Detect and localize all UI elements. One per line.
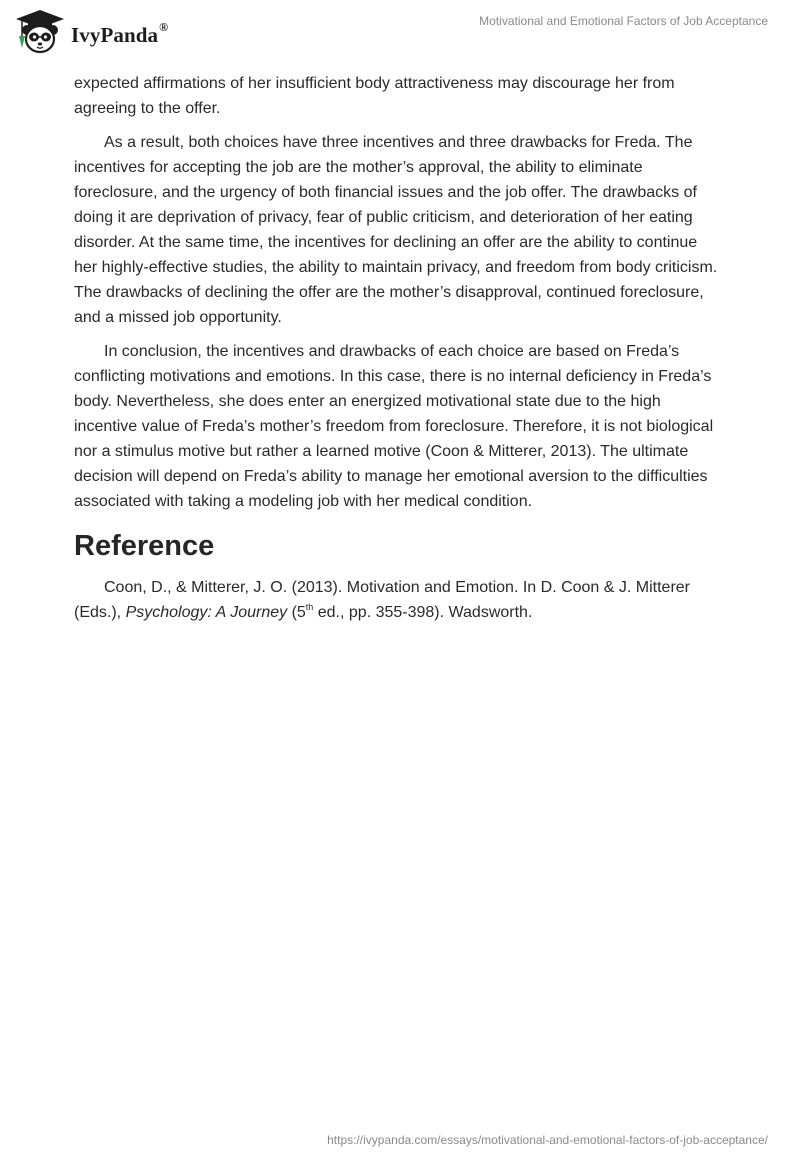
reference-heading: Reference — [74, 530, 215, 562]
brand-name: IvyPanda® — [71, 19, 169, 47]
reference-entry — [74, 575, 724, 625]
panda-graduate-icon — [14, 8, 66, 56]
essay-content — [74, 71, 724, 634]
reference-publisher: ed., pp. 355-398). Wadsworth. — [313, 604, 533, 621]
paragraph-conclusion: In conclusion, the incentives and drawbacks of each choice are based on Freda’s conflicting motivations and emotions. In this case, there is no internal deficiency in Freda’s body. Nevertheless, she does enter an energized motivational state due to the high incentive value of Freda’s mother’s freedom from foreclosure. Therefore, it is not biological nor a stimulus motive but rather a learned motive (Coon & Mitterer, 2013). The ultimate decision will depend on Freda’s ability to manage her emotional aversion to the difficulties associated with taking a modeling job with her medical condition. — [74, 343, 714, 510]
paragraph-incentives-drawbacks: As a result, both choices have three incentives and three drawbacks for Freda. The incentives for accepting the job are the mother’s approval, the ability to eliminate foreclosure, and the urgency of both financial issues and the job offer. The drawbacks of doing it are deprivation of privacy, fear of public criticism, and deterioration of her eating disorder. At the same time, the incentives for declining an offer are the ability to continue her highly-effective studies, the ability to maintain privacy, and freedom from body criticism. The drawbacks of declining the offer are the mother’s disapproval, continued foreclosure, and a missed job opportunity. — [74, 134, 718, 326]
page-header — [0, 0, 800, 70]
ivypanda-logo[interactable] — [14, 8, 168, 56]
reference-book-title: Psychology: A Journey — [125, 604, 288, 621]
registered-mark: ® — [159, 19, 169, 34]
paragraph-continuation: expected affirmations of her insufficient body attractiveness may discourage her from agreeing to the offer. — [74, 75, 675, 117]
reference-authors: Coon, D., & Mitterer, J. O. (2013). Motivation and Emotion. In D. Coon & J. Mitterer (Eds.), — [74, 579, 691, 621]
source-url[interactable]: https://ivypanda.com/essays/motivational-and-emotional-factors-of-job-acceptance/ — [327, 1133, 768, 1147]
reference-edition-suffix: th — [305, 601, 314, 612]
reference-edition: (5 — [287, 604, 306, 621]
running-title: Motivational and Emotional Factors of Job Acceptance — [479, 14, 768, 28]
